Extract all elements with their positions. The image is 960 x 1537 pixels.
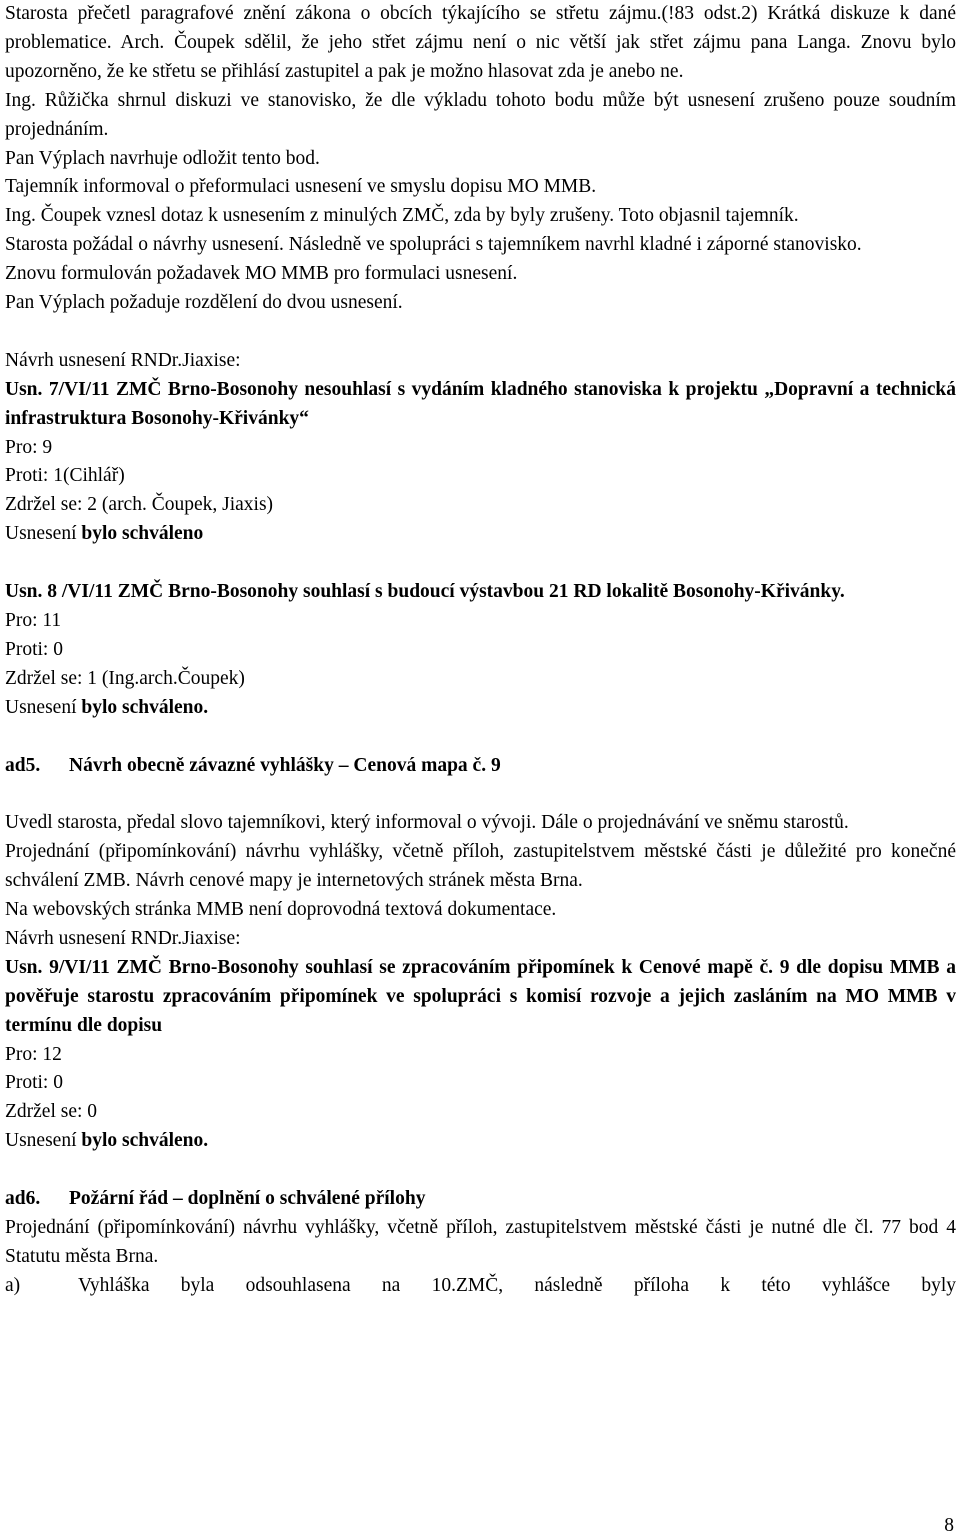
paragraph-mayor-request: Starosta požádal o návrhy usnesení. Následně ve spolupráci s tajemníkem navrhl kladné i záporné stanovisko. [5, 234, 862, 256]
paragraph-coupek-question: Ing. Čoupek vznesl dotaz k usnesením z minulých ZMČ, zda by byly zrušeny. Toto objasnil tajemník. [5, 205, 799, 227]
resolution-7-heading: Usn. 7/VI/11 ZMČ Brno-Bosonohy nesouhlasí s vydáním kladného stanoviska k projektu „Dopravní a technická infrastruktura Bosonohy-Křivánky“ [5, 378, 956, 429]
agenda-item-5-text-2: Projednání (připomínkování) návrhu vyhlášky, včetně příloh, zastupitelstvem městské části je důležité pro konečné schválení ZMB. Návrh cenové mapy je internetových stránek města Brna. [5, 841, 956, 892]
paragraph-mo-mmb-request: Znovu formulován požadavek MO MMB pro formulaci usnesení. [5, 263, 518, 285]
resolution-8-proti: Proti: 0 [5, 638, 63, 660]
resolution-7-pro: Pro: 9 [5, 436, 53, 458]
agenda-item-6-point-a: a) Vyhláška byla odsouhlasena na 10.ZMČ, následně příloha k této vyhlášce byly [5, 1274, 956, 1296]
agenda-item-5-text-1: Uvedl starosta, předal slovo tajemníkovi, který informoval o vývoji. Dále o projednávání ve sněmu starostů. [5, 812, 849, 834]
resolution-9-abstain: Zdržel se: 0 [5, 1101, 98, 1123]
page-number: 8 [944, 1515, 954, 1536]
agenda-item-5-text-3: Na webovských stránka MMB není doprovodná textová dokumentace. [5, 899, 557, 921]
resolution-8-result: Usnesení bylo schváleno. [5, 696, 209, 718]
resolution-8-abstain: Zdržel se: 1 (Ing.arch.Čoupek) [5, 667, 245, 689]
spacer [5, 780, 956, 809]
agenda-item-6-title: ad6. Požární řád – doplnění o schválené přílohy [5, 1188, 426, 1210]
resolution-8-pro: Pro: 11 [5, 610, 62, 631]
spacer [5, 549, 956, 578]
resolution-7-result: Usnesení bylo schváleno [5, 523, 204, 545]
agenda-item-6-text-1: Projednání (připomínkování) návrhu vyhlášky, včetně příloh, zastupitelstvem městské části je nutné dle čl. 77 bod 4 Statutu města Brna. [5, 1216, 956, 1267]
spacer [5, 1156, 956, 1185]
paragraph-vyplach-postpone: Pan Výplach navrhuje odložit tento bod. [5, 147, 320, 169]
resolution-9-proposal: Návrh usnesení RNDr.Jiaxise: [5, 927, 241, 949]
paragraph-ruzicka: Ing. Růžička shrnul diskuzi ve stanovisko, že dle výkladu tohoto bodu může být usnesení zrušeno pouze soudním projednáním. [5, 89, 956, 140]
resolution-9-pro: Pro: 12 [5, 1043, 62, 1065]
agenda-item-5-title: ad5. Návrh obecně závazné vyhlášky – Cenová mapa č. 9 [5, 754, 501, 776]
spacer [5, 318, 956, 347]
document-page [5, 0, 956, 1301]
resolution-9-result: Usnesení bylo schváleno. [5, 1130, 209, 1152]
resolution-7-abstain: Zdržel se: 2 (arch. Čoupek, Jiaxis) [5, 494, 274, 516]
paragraph-secretary: Tajemník informoval o přeformulaci usnesení ve smyslu dopisu MO MMB. [5, 176, 597, 198]
paragraph-vyplach-split: Pan Výplach požaduje rozdělení do dvou usnesení. [5, 292, 403, 314]
paragraph-conflict-of-interest: Starosta přečetl paragrafové znění zákona o obcích týkajícího se střetu zájmu.(!83 odst.2) Krátká diskuze k dané problematice. Arch. Čoupek sdělil, že jeho střet zájmu není o nic větší jak střet zájmu pana Langa. Znovu bylo upozorněno, že ke střetu se přihlásí zastupitel a pak je možno hlasovat zda je anebo ne. [5, 3, 956, 82]
resolution-7-proposal: Návrh usnesení RNDr.Jiaxise: [5, 349, 241, 371]
resolution-7-proti: Proti: 1(Cihlář) [5, 465, 125, 487]
resolution-9-heading: Usn. 9/VI/11 ZMČ Brno-Bosonohy souhlasí se zpracováním připomínek k Cenové mapě č. 9 dle dopisu MMB a pověřuje starostu zpracováním připomínek ve spolupráci s komisí rozvoje a jejich zasláním na MO MMB v termínu dle dopisu [5, 956, 956, 1036]
resolution-9-proti: Proti: 0 [5, 1072, 63, 1094]
resolution-8-heading: Usn. 8 /VI/11 ZMČ Brno-Bosonohy souhlasí s budoucí výstavbou 21 RD lokalitě Bosonohy-Křivánky. [5, 581, 845, 603]
spacer [5, 723, 956, 752]
